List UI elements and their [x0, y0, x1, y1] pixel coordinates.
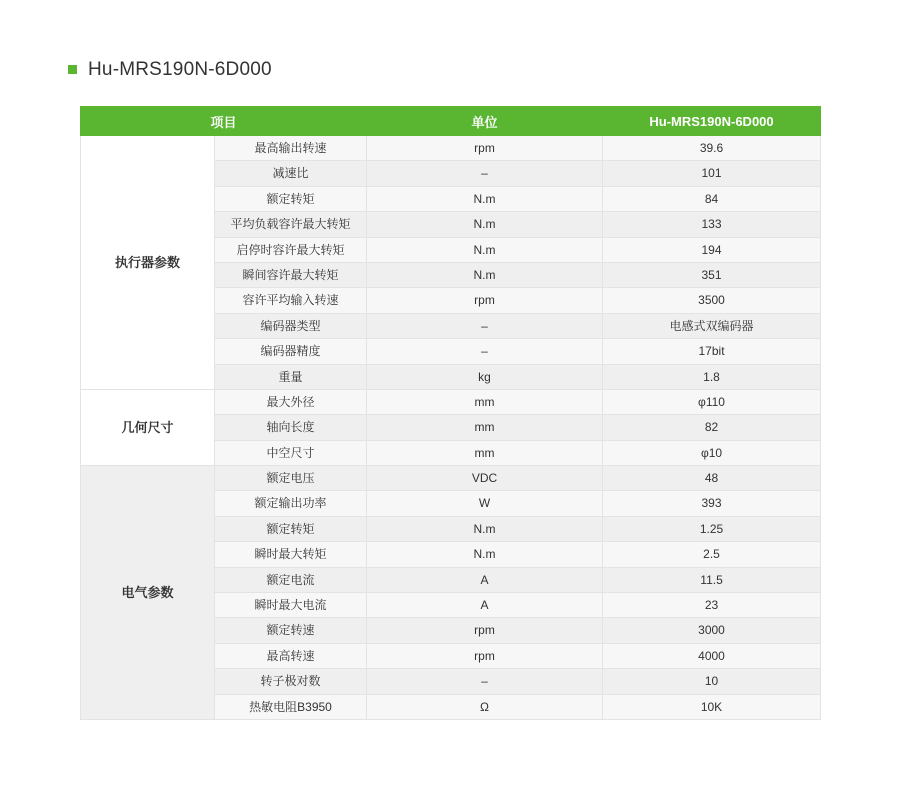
table-row: [81, 466, 821, 491]
cell-item: 额定转矩: [215, 516, 367, 541]
cell-unit: rpm: [367, 643, 603, 668]
cell-value: 101: [603, 161, 821, 186]
row-group-label: 几何尺寸: [81, 389, 215, 465]
cell-item: 额定电流: [215, 567, 367, 592]
cell-value: 17bit: [603, 339, 821, 364]
table-row: [81, 389, 821, 414]
cell-value: 133: [603, 212, 821, 237]
cell-value: 48: [603, 466, 821, 491]
cell-item: 额定电压: [215, 466, 367, 491]
cell-unit: N.m: [367, 212, 603, 237]
cell-value: 39.6: [603, 136, 821, 161]
cell-item: 重量: [215, 364, 367, 389]
cell-unit: kg: [367, 364, 603, 389]
cell-item: 转子极对数: [215, 669, 367, 694]
cell-unit: rpm: [367, 136, 603, 161]
cell-unit: rpm: [367, 288, 603, 313]
cell-value: 3500: [603, 288, 821, 313]
cell-value: 4000: [603, 643, 821, 668]
cell-value: 84: [603, 186, 821, 211]
bullet-icon: [68, 65, 77, 74]
page-title-label: Hu-MRS190N-6D000: [88, 59, 272, 80]
cell-item: 额定转速: [215, 618, 367, 643]
cell-value: 2.5: [603, 542, 821, 567]
cell-value: 194: [603, 237, 821, 262]
cell-item: 最大外径: [215, 389, 367, 414]
cell-unit: Ω: [367, 694, 603, 719]
cell-item: 减速比: [215, 161, 367, 186]
cell-item: 瞬间容许最大转矩: [215, 262, 367, 287]
cell-item: 启停时容许最大转矩: [215, 237, 367, 262]
cell-item: 热敏电阻B3950: [215, 694, 367, 719]
column-header-item: 项目: [81, 107, 367, 136]
cell-unit: VDC: [367, 466, 603, 491]
table-row: [81, 136, 821, 161]
specification-table: [80, 106, 821, 720]
cell-item: 额定转矩: [215, 186, 367, 211]
table-header: [81, 107, 821, 136]
cell-item: 平均负载容许最大转矩: [215, 212, 367, 237]
row-group-label: 电气参数: [81, 466, 215, 720]
column-header-unit: 单位: [367, 107, 603, 136]
cell-value: φ110: [603, 389, 821, 414]
cell-unit: mm: [367, 389, 603, 414]
cell-unit: –: [367, 669, 603, 694]
cell-item: 瞬时最大电流: [215, 593, 367, 618]
cell-item: 额定输出功率: [215, 491, 367, 516]
cell-value: 11.5: [603, 567, 821, 592]
cell-value: 351: [603, 262, 821, 287]
cell-unit: –: [367, 161, 603, 186]
cell-value: 1.25: [603, 516, 821, 541]
cell-unit: A: [367, 567, 603, 592]
cell-value: 3000: [603, 618, 821, 643]
cell-unit: N.m: [367, 186, 603, 211]
cell-value: 393: [603, 491, 821, 516]
column-header-value: Hu-MRS190N-6D000: [603, 107, 821, 136]
row-group-label: 执行器参数: [81, 136, 215, 390]
page-title: [0, 0, 900, 79]
cell-unit: –: [367, 313, 603, 338]
cell-item: 编码器精度: [215, 339, 367, 364]
cell-value: 1.8: [603, 364, 821, 389]
cell-value: 82: [603, 415, 821, 440]
cell-unit: mm: [367, 415, 603, 440]
cell-item: 中空尺寸: [215, 440, 367, 465]
cell-unit: N.m: [367, 516, 603, 541]
cell-unit: W: [367, 491, 603, 516]
table-body: [81, 136, 821, 720]
table-header-row: [81, 107, 821, 136]
cell-item: 最高输出转速: [215, 136, 367, 161]
cell-item: 编码器类型: [215, 313, 367, 338]
cell-value: 电感式双编码器: [603, 313, 821, 338]
cell-unit: –: [367, 339, 603, 364]
cell-unit: N.m: [367, 542, 603, 567]
cell-value: 10K: [603, 694, 821, 719]
cell-item: 容许平均输入转速: [215, 288, 367, 313]
cell-item: 最高转速: [215, 643, 367, 668]
cell-value: 10: [603, 669, 821, 694]
cell-unit: rpm: [367, 618, 603, 643]
cell-unit: N.m: [367, 262, 603, 287]
cell-unit: A: [367, 593, 603, 618]
cell-item: 瞬时最大转矩: [215, 542, 367, 567]
cell-value: φ10: [603, 440, 821, 465]
cell-value: 23: [603, 593, 821, 618]
cell-item: 轴向长度: [215, 415, 367, 440]
cell-unit: N.m: [367, 237, 603, 262]
cell-unit: mm: [367, 440, 603, 465]
